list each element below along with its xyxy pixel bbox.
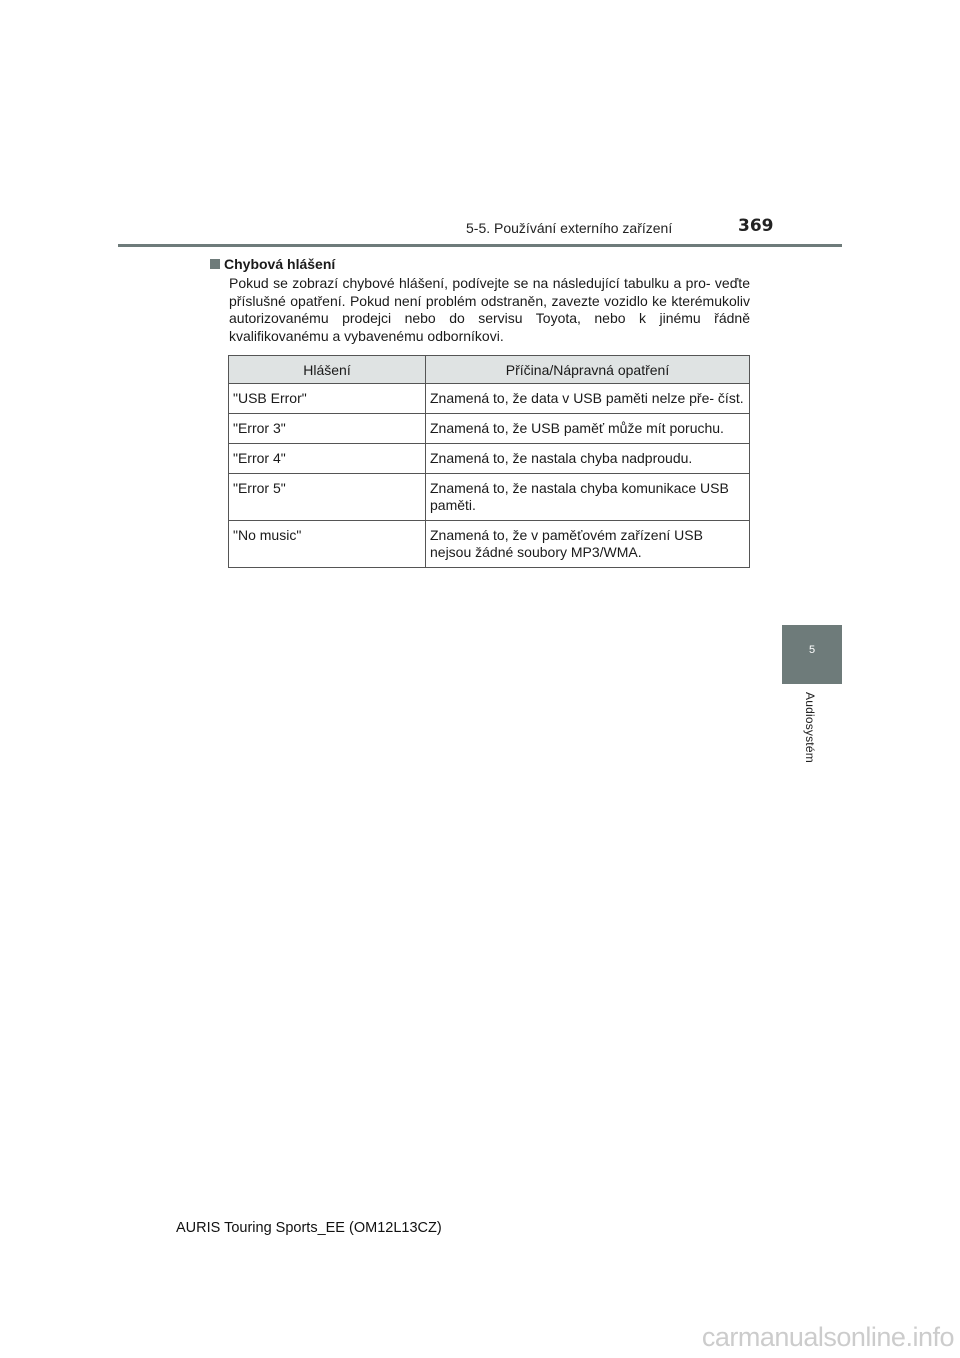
table-header-row — [229, 356, 750, 384]
section-heading-text: Chybová hlášení — [224, 256, 336, 272]
column-header-cause: Příčina/Nápravná opatření — [426, 356, 750, 384]
column-header-message: Hlášení — [229, 356, 426, 384]
cause-cell: Znamená to, že data v USB paměti nelze pře- číst. — [426, 384, 750, 414]
page-number: 369 — [738, 216, 774, 236]
document-footer: AURIS Touring Sports_EE (OM12L13CZ) — [176, 1220, 442, 1236]
watermark: carmanualsonline.info — [701, 1322, 954, 1352]
cause-cell: Znamená to, že nastala chyba komunikace USB paměti. — [426, 474, 750, 521]
chapter-name: Audiosystém — [803, 692, 817, 763]
error-message-table — [228, 355, 750, 568]
chapter-tab — [782, 625, 842, 684]
cause-cell: Znamená to, že v paměťovém zařízení USB nejsou žádné soubory MP3/WMA. — [426, 521, 750, 568]
section-heading — [210, 256, 750, 272]
section-header-title: 5-5. Používání externího zařízení — [466, 220, 673, 236]
message-cell: "Error 3" — [229, 414, 426, 444]
square-bullet-icon — [210, 259, 220, 269]
cause-cell: Znamená to, že nastala chyba nadproudu. — [426, 444, 750, 474]
cause-cell: Znamená to, že USB paměť může mít poruchu. — [426, 414, 750, 444]
error-messages-section — [210, 256, 750, 345]
section-body-text: Pokud se zobrazí chybové hlášení, podívejte se na následující tabulku a pro- veďte příslušné opatření. Pokud není problém odstraněn, zavezte vozidlo ke kterémukoliv autorizovanému prodejci nebo do servisu Toyota, nebo k jinému řádně kvalifikovanému a vybavenému odborníkovi. — [229, 275, 750, 344]
chapter-number: 5 — [808, 644, 816, 656]
header-divider — [118, 244, 842, 247]
message-cell: "No music" — [229, 521, 426, 568]
table-row — [229, 474, 750, 521]
table-row — [229, 444, 750, 474]
table-row — [229, 414, 750, 444]
table-row — [229, 521, 750, 568]
message-cell: "Error 5" — [229, 474, 426, 521]
message-cell: "USB Error" — [229, 384, 426, 414]
message-cell: "Error 4" — [229, 444, 426, 474]
table-row — [229, 384, 750, 414]
